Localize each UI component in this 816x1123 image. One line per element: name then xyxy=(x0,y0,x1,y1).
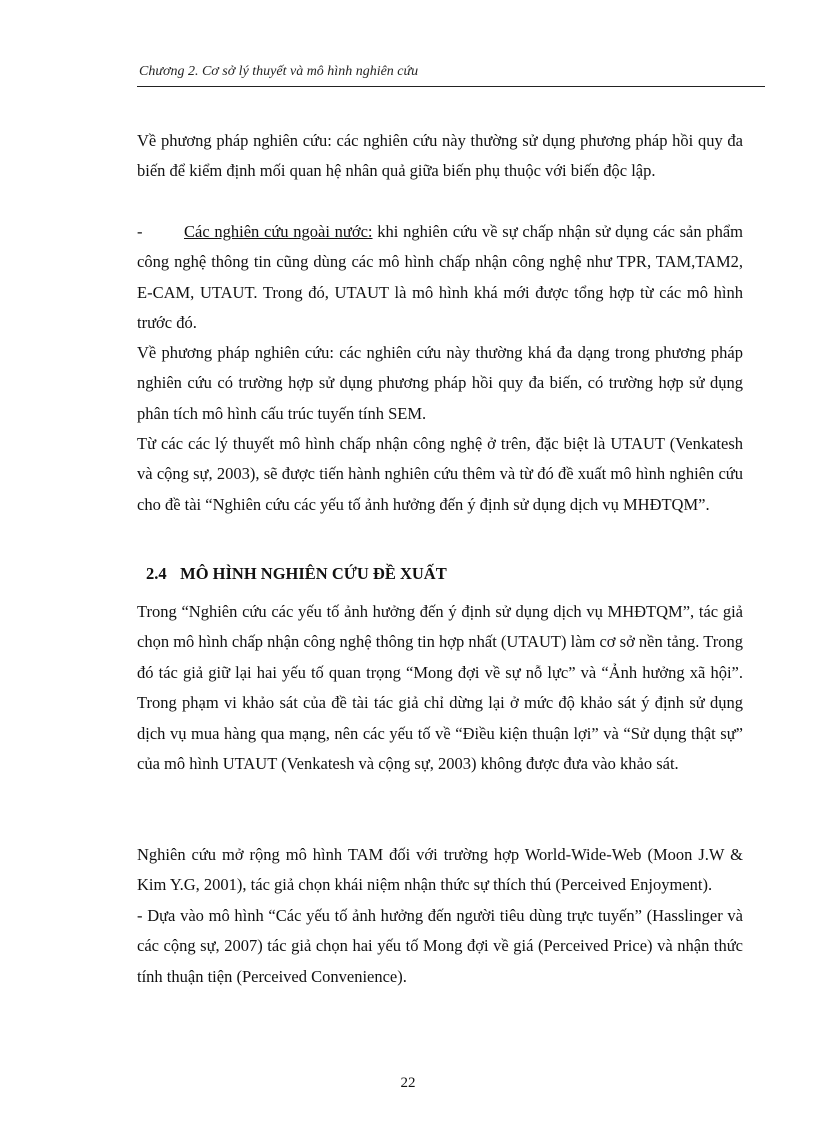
running-header xyxy=(137,62,765,87)
paragraph-hasslinger: - Dựa vào mô hình “Các yếu tố ảnh hưởng đến người tiêu dùng trực tuyến” (Hasslinger và các cộng sự, 2007) tác giả chọn hai yếu tố Mong đợi về giá (Perceived Price) và nhận thức tính thuận tiện (Perceived Convenience). xyxy=(137,906,743,986)
paragraph-foreign-studies xyxy=(137,217,743,339)
paragraph-model-proposal: Trong “Nghiên cứu các yếu tố ảnh hưởng đến ý định sử dụng dịch vụ MHĐTQM”, tác giả chọn mô hình chấp nhận công nghệ thông tin hợp nhất (UTAUT) làm cơ sở nền tảng. Trong đó tác giả giữ lại hai yếu tố quan trọng “Mong đợi về sự nỗ lực” và “Ảnh hưởng xã hội”. Trong phạm vi khảo sát của đề tài tác giả chỉ dừng lại ở mức độ khảo sát ý định sử dụng dịch vụ mua hàng qua mạng, nên các yếu tố về “Điều kiện thuận lợi” và “Sử dụng thật sự” của mô hình UTAUT (Venkatesh và cộng sự, 2003) không được đưa vào khảo sát. xyxy=(137,602,743,774)
foreign-studies-text: khi nghiên cứu về sự chấp nhận sử dụng các sản phẩm công nghệ thông tin cũng dùng các mô hình chấp nhận công nghệ như TPR, TAM,TAM2, E-CAM, UTAUT. Trong đó, UTAUT là mô hình khá mới được tổng hợp từ các mô hình trước đó. xyxy=(137,222,744,333)
paragraph-methods-domestic: Về phương pháp nghiên cứu: các nghiên cứu này thường sử dụng phương pháp hồi quy đa biến để kiểm định mối quan hệ nhân quả giữa biến phụ thuộc với biến độc lập. xyxy=(137,131,743,181)
chapter-title: Chương 2. Cơ sở lý thuyết và mô hình nghiên cứu xyxy=(139,64,419,79)
section-number: 2.4 xyxy=(146,564,167,583)
section-heading xyxy=(146,564,447,584)
paragraph-tam-extension: Nghiên cứu mở rộng mô hình TAM đối với trường hợp World-Wide-Web (Moon J.W & Kim Y.G, 2001), tác giả chọn khái niệm nhận thức sự thích thú (Perceived Enjoyment). xyxy=(137,845,743,895)
foreign-studies-label: Các nghiên cứu ngoài nước: xyxy=(184,222,373,241)
paragraph-methods-foreign: Về phương pháp nghiên cứu: các nghiên cứu này thường khá đa dạng trong phương pháp nghiên cứu có trường hợp sử dụng phương pháp hồi quy đa biến, có trường hợp sử dụng phân tích mô hình cấu trúc tuyến tính SEM. xyxy=(137,343,743,423)
page-number: 22 xyxy=(400,1075,416,1091)
paragraph-utaut-summary: Từ các các lý thuyết mô hình chấp nhận công nghệ ở trên, đặc biệt là UTAUT (Venkatesh và cộng sự, 2003), sẽ được tiến hành nghiên cứu thêm và từ đó đề xuất mô hình nghiên cứu cho đề tài “Nghiên cứu các yếu tố ảnh hưởng đến ý định sử dụng dịch vụ MHĐTQM”. xyxy=(137,434,743,514)
list-dash: - xyxy=(137,222,143,241)
section-title: MÔ HÌNH NGHIÊN CỨU ĐỀ XUẤT xyxy=(180,564,447,583)
